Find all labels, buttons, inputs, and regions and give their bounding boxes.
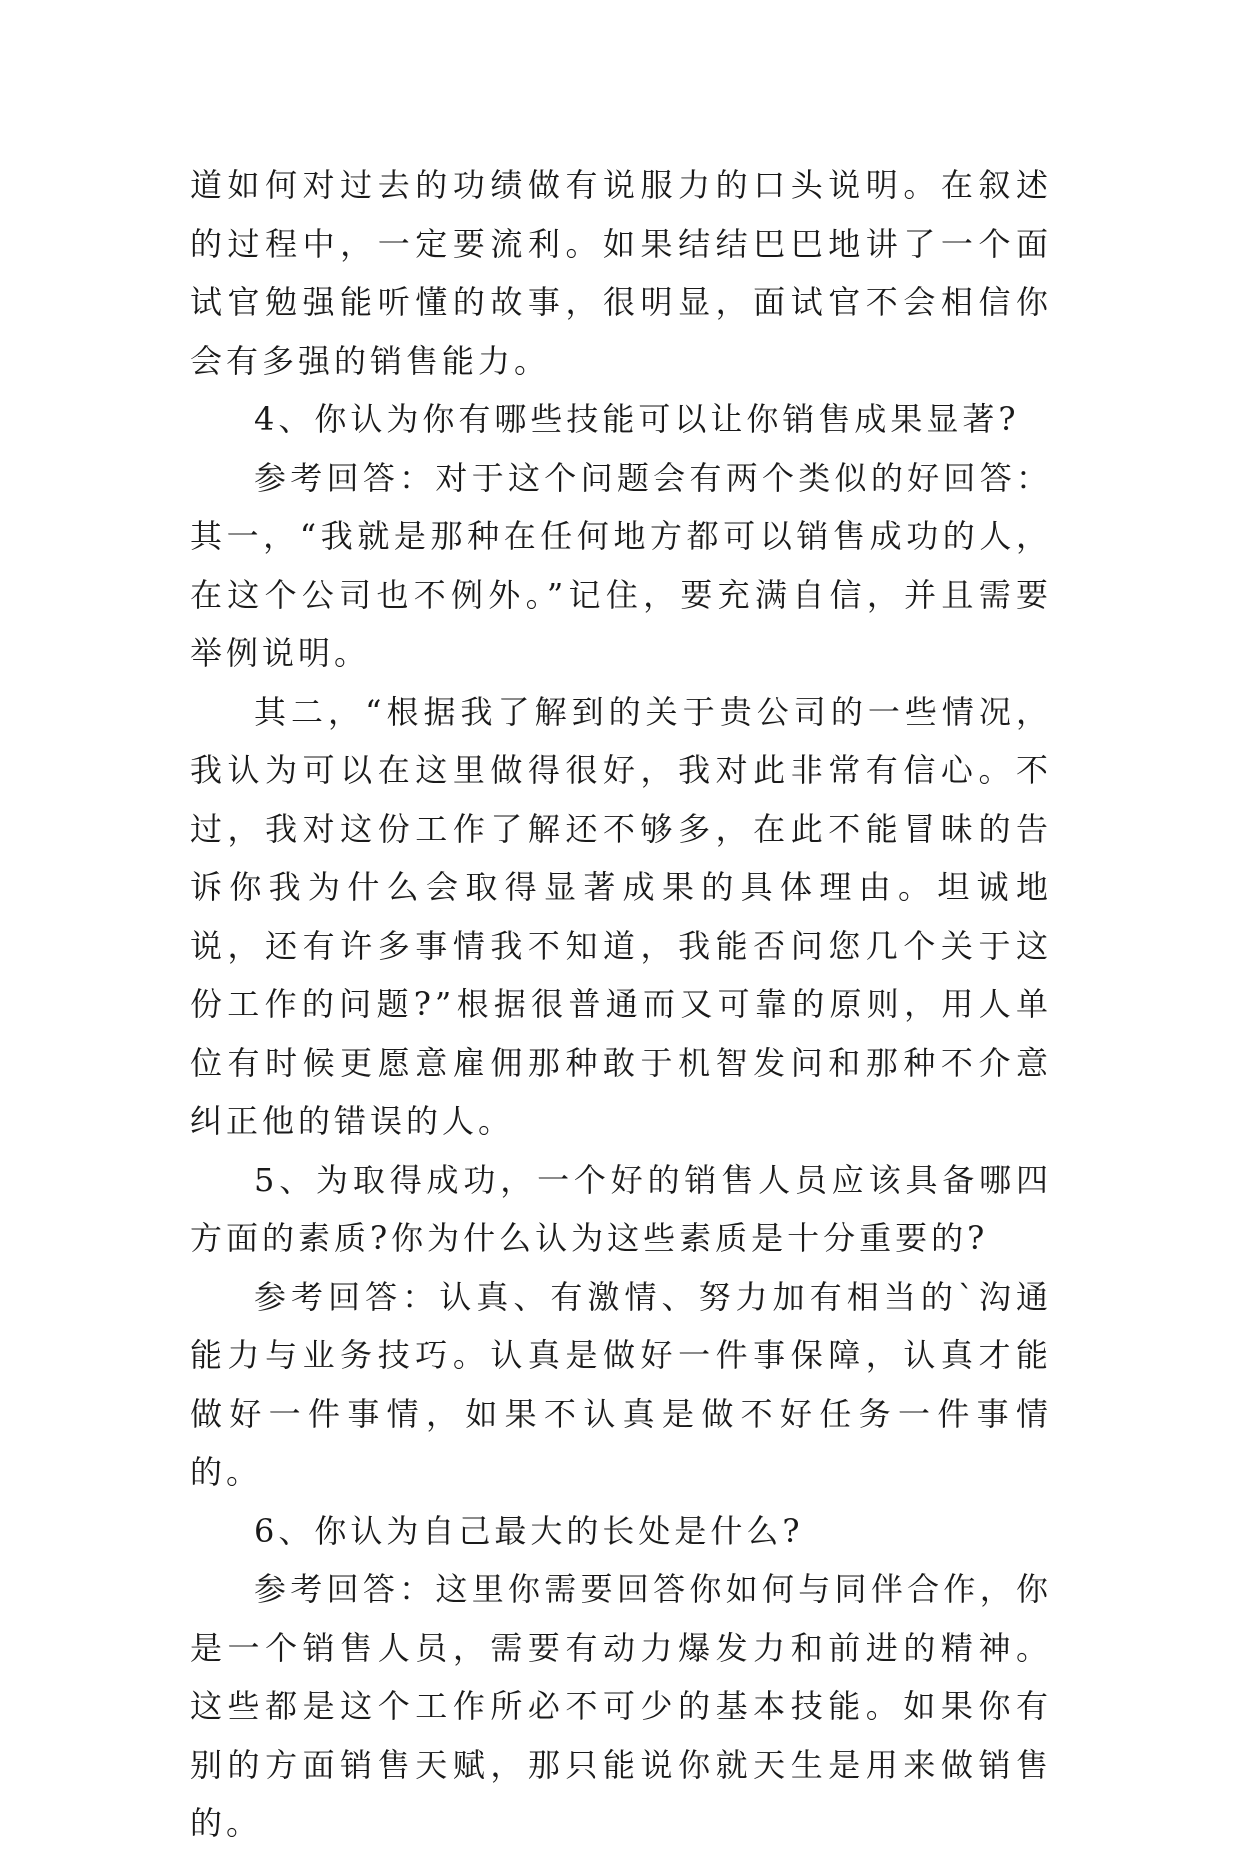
answer-6: 参考回答：这里你需要回答你如何与同伴合作，你是一个销售人员，需要有动力爆发力和前进的精神。这些都是这个工作所必不可少的基本技能。如果你有别的方面销售天赋，那只能说你就天生是用来做销售的。 (190, 1570, 1052, 1842)
question-4: 4、你认为你有哪些技能可以让你销售成果显著? (254, 400, 1020, 438)
question-6: 6、你认为自己最大的长处是什么? (254, 1511, 804, 1550)
answer-5: 参考回答：认真、有激情、努力加有相当的`沟通能力与业务技巧。认真是做好一件事保障，认真才能做好一件事情，如果不认真是做不好任务一件事情的。 (190, 1277, 1052, 1491)
answer-4-part-1: 参考回答：对于这个问题会有两个类似的好回答：其一，“我就是那种在任何地方都可以销售成功的人，在这个公司也不例外。”记住，要充满自信，并且需要举例说明。 (190, 458, 1052, 672)
answer-4-part-2: 其二，“根据我了解到的关于贵公司的一些情况，我认为可以在这里做得很好，我对此非常有信心。不过，我对这份工作了解还不够多，在此不能冒昧的告诉你我为什么会取得显著成果的具体理由。坦诚地说，还有许多事情我不知道，我能否问您几个关于这份工作的问题?”根据很普通而又可靠的原则，用人单位有时候更愿意雇佣那种敢于机智发问和那种不介意纠正他的错误的人。 (190, 692, 1052, 1140)
document-body (190, 156, 1052, 1853)
paragraph-continuation: 道如何对过去的功绩做有说服力的口头说明。在叙述的过程中，一定要流利。如果结结巴巴地讲了一个面试官勉强能听懂的故事，很明显，面试官不会相信你会有多强的销售能力。 (190, 166, 1052, 380)
question-5: 5、为取得成功，一个好的销售人员应该具备哪四方面的素质?你为什么认为这些素质是十分重要的? (190, 1160, 1052, 1257)
